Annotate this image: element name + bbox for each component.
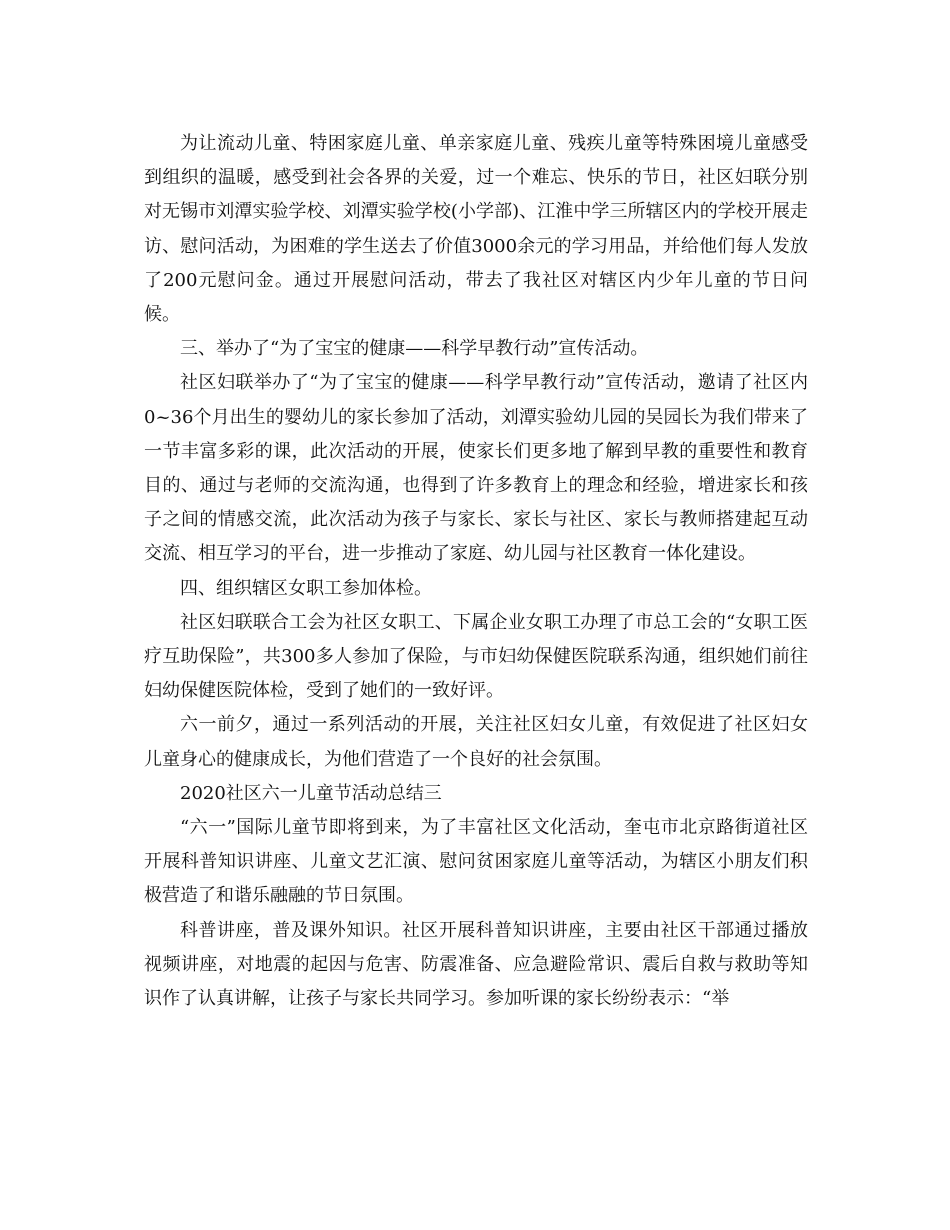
heading-health-checkup: 四、组织辖区女职工参加体检。	[180, 577, 432, 599]
heading-early-education: 三、举办了“为了宝宝的健康——科学早教行动”宣传活动。	[180, 338, 649, 360]
paragraph-early-education: 社区妇联举办了“为了宝宝的健康——科学早教行动”宣传活动，邀请了社区内0~36个月出生的婴幼儿的家长参加了活动，刘潭实验幼儿园的吴园长为我们带来了一节丰富多彩的课，此次活动的开展，使家长们更多地了解到早教的重要性和教育目的、通过与老师的交流沟通，也得到了许多教育上的理念和经验，增进家长和孩子之间的情感交流，此次活动为孩子与家长、家长与社区、家长与教师搭建起互动交流、相互学习的平台，进一步推动了家庭、幼儿园与社区教育一体化建设。	[144, 372, 808, 565]
document-body	[144, 127, 808, 1016]
paragraph-science-lecture: 科普讲座，普及课外知识。社区开展科普知识讲座，主要由社区干部通过播放视频讲座，对地震的起因与危害、防震准备、应急避险常识、震后自救与救助等知识作了认真讲解，让孩子与家长共同学习。参加听课的家长纷纷表示：“举	[144, 919, 808, 1010]
paragraph-condolence-visits: 为让流动儿童、特困家庭儿童、单亲家庭儿童、残疾儿童等特殊困境儿童感受到组织的温暖，感受到社会各界的关爱，过一个难忘、快乐的节日，社区妇联分别对无锡市刘潭实验学校、刘潭实验学校(小学部)、江淮中学三所辖区内的学校开展走访、慰问活动，为困难的学生送去了价值3000余元的学习用品，并给他们每人发放了200元慰问金。通过开展慰问活动，带去了我社区对辖区内少年儿童的节日问候。	[144, 133, 808, 326]
section-title-summary-three: 2020社区六一儿童节活动总结三	[180, 782, 442, 804]
paragraph-childrens-day-intro: “六一”国际儿童节即将到来，为了丰富社区文化活动，奎屯市北京路街道社区开展科普知识讲座、儿童文艺汇演、慰问贫困家庭儿童等活动，为辖区小朋友们积极营造了和谐乐融融的节日氛围。	[144, 817, 808, 907]
paragraph-health-checkup: 社区妇联联合工会为社区女职工、下属企业女职工办理了市总工会的“女职工医疗互助保险”，共300多人参加了保险，与市妇幼保健医院联系沟通，组织她们前往妇幼保健医院体检，受到了她们的一致好评。	[144, 611, 808, 702]
paragraph-summary: 六一前夕，通过一系列活动的开展，关注社区妇女儿童，有效促进了社区妇女儿童身心的健康成长，为他们营造了一个良好的社会氛围。	[144, 714, 808, 770]
